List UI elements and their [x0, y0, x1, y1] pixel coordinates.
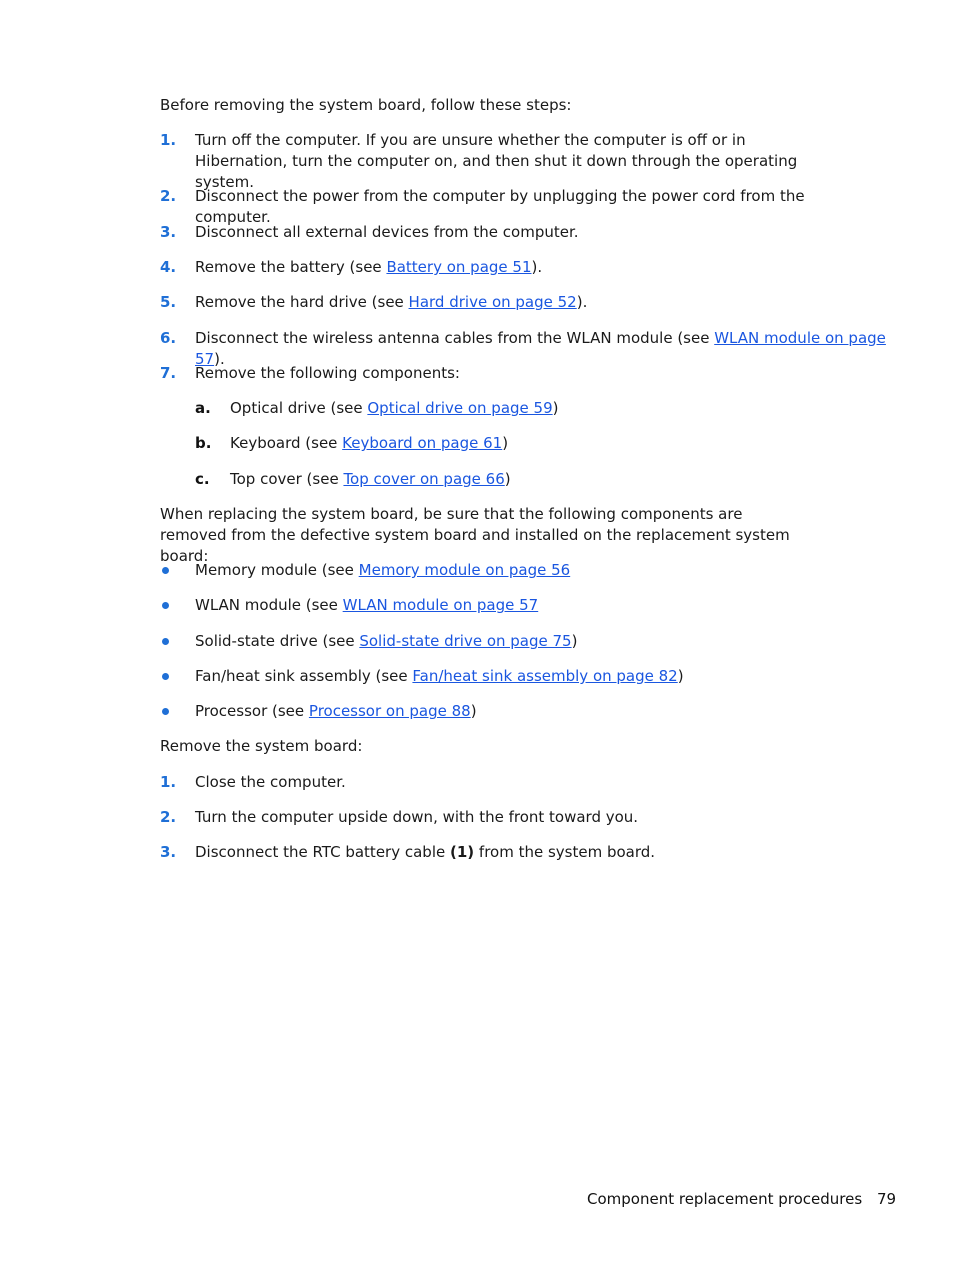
component-text-post: )	[677, 667, 684, 685]
link-memory-module[interactable]: Memory module on page 56	[358, 561, 571, 579]
component-text	[195, 560, 875, 581]
step-number: 3.	[160, 223, 177, 241]
sub-step-text-pre: Top cover (see	[230, 470, 344, 488]
link-keyboard[interactable]: Keyboard on page 61	[342, 434, 503, 452]
sub-step-letter: c.	[195, 470, 210, 488]
component-text	[195, 631, 875, 652]
step-number: 7.	[160, 364, 177, 382]
link-fan-heat-sink[interactable]: Fan/heat sink assembly on page 82	[412, 667, 678, 685]
bullet-icon	[162, 708, 169, 715]
step-number: 4.	[160, 258, 177, 276]
component-text-pre: Solid-state drive (see	[195, 632, 360, 650]
step-number: 5.	[160, 293, 177, 311]
component-text	[195, 595, 875, 616]
page-number: 79	[877, 1190, 897, 1208]
sub-step-text-post: )	[502, 434, 509, 452]
bullet-icon	[162, 602, 169, 609]
intro-before-text: Before removing the system board, follow these steps:	[160, 96, 572, 114]
bullet-icon	[162, 673, 169, 680]
step-number: 1.	[160, 773, 177, 791]
step-text: Close the computer.	[195, 773, 346, 791]
step-text: Disconnect all external devices from the computer.	[195, 223, 579, 241]
step-number: 3.	[160, 843, 177, 861]
sub-step-text-pre: Optical drive (see	[230, 399, 368, 417]
step-text-post: from the system board.	[474, 843, 656, 861]
sub-step-text	[230, 469, 810, 490]
step-before-1	[160, 130, 880, 191]
component-text	[195, 701, 875, 722]
component-text-post: )	[571, 632, 578, 650]
link-wlan-module[interactable]: WLAN module on page 57	[195, 329, 886, 368]
link-wlan-module[interactable]: WLAN module on page 57	[342, 596, 539, 614]
link-processor[interactable]: Processor on page 88	[308, 702, 471, 720]
step-number: 2.	[160, 187, 177, 205]
intro-remove-text: Remove the system board:	[160, 737, 363, 755]
step-text-post: ).	[214, 350, 225, 368]
step-text-pre: Remove the battery (see	[195, 258, 387, 276]
bullet-icon	[162, 638, 169, 645]
step-text-pre: Disconnect the RTC battery cable	[195, 843, 450, 861]
component-text-pre: Processor (see	[195, 702, 309, 720]
step-text	[195, 292, 875, 313]
sub-step-letter: a.	[195, 399, 211, 417]
step-text	[195, 257, 875, 278]
sub-step-text	[230, 398, 810, 419]
step-number: 6.	[160, 329, 177, 347]
step-number: 1.	[160, 131, 177, 149]
sub-step-text	[230, 433, 810, 454]
intro-replacing-text: When replacing the system board, be sure that the following components are removed from the defective system board and installed on the replacement system board:	[160, 505, 790, 565]
link-battery[interactable]: Battery on page 51	[386, 258, 532, 276]
component-text-pre: WLAN module (see	[195, 596, 343, 614]
step-number: 2.	[160, 808, 177, 826]
step-text	[195, 842, 875, 863]
component-text-pre: Memory module (see	[195, 561, 359, 579]
step-text: Turn the computer upside down, with the front toward you.	[195, 808, 639, 826]
link-top-cover[interactable]: Top cover on page 66	[343, 470, 505, 488]
link-optical-drive[interactable]: Optical drive on page 59	[367, 399, 553, 417]
link-solid-state-drive[interactable]: Solid-state drive on page 75	[359, 632, 572, 650]
step-text-post: ).	[531, 258, 543, 276]
callout-number: (1)	[449, 843, 475, 861]
bullet-icon	[162, 567, 169, 574]
step-text-pre: Remove the hard drive (see	[195, 293, 409, 311]
component-text	[195, 666, 875, 687]
sub-step-letter: b.	[195, 434, 212, 452]
step-text: Remove the following components:	[195, 364, 460, 382]
sub-step-text-pre: Keyboard (see	[230, 434, 343, 452]
sub-step-text-post: )	[504, 470, 511, 488]
step-text: Disconnect the power from the computer by unplugging the power cord from the computer.	[195, 187, 805, 226]
sub-step-text-post: )	[552, 399, 559, 417]
component-text-post: )	[470, 702, 477, 720]
component-text-pre: Fan/heat sink assembly (see	[195, 667, 413, 685]
step-text-post: ).	[576, 293, 588, 311]
step-text: Turn off the computer. If you are unsure whether the computer is off or in Hibernation, turn the computer on, and then shut it down through the operating system.	[195, 131, 798, 191]
link-hard-drive[interactable]: Hard drive on page 52	[408, 293, 577, 311]
step-text-pre: Disconnect the wireless antenna cables from the WLAN module (see	[195, 329, 715, 347]
footer-section-title: Component replacement procedures	[587, 1190, 863, 1208]
